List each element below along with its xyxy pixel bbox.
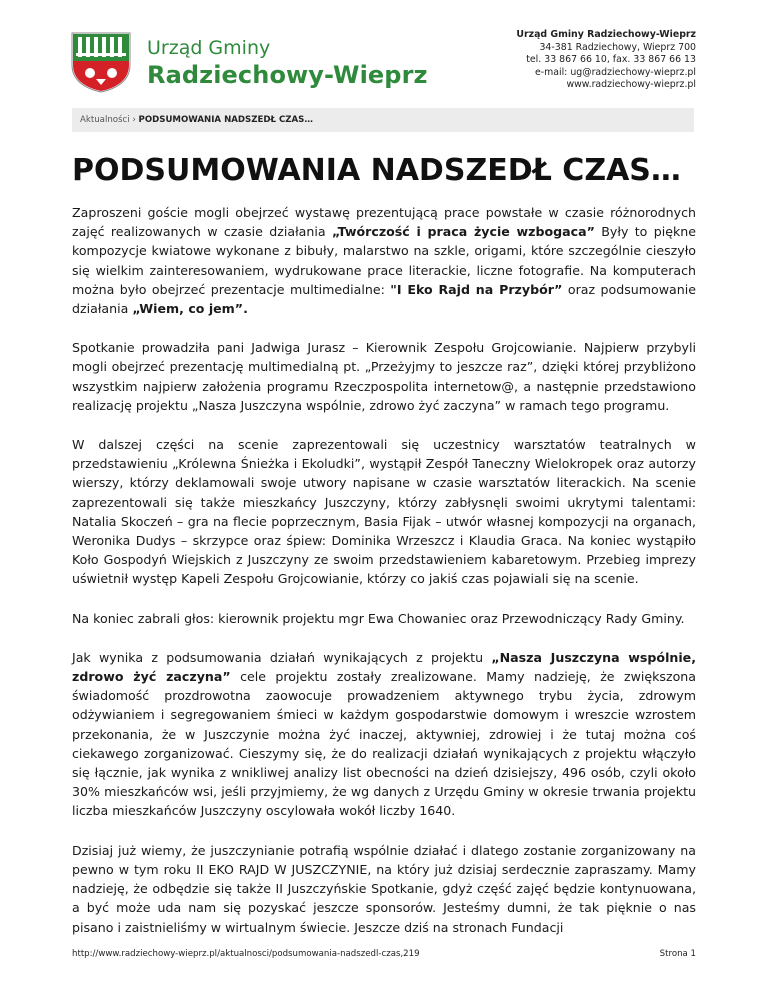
brand-name[interactable] <box>147 36 428 90</box>
footer-page-number: Strona 1 <box>659 949 696 959</box>
breadcrumb-separator: › <box>132 115 136 125</box>
paragraph-2: Spotkanie prowadziła pani Jadwiga Jurasz – Kierownik Zespołu Grojcowianie. Najpierw przybyli mogli obejrzeć prezentację multimedialną pt. „Przeżyjmy to jeszcze raz”, dzięki której przybliżono wszystkim najpierw założenia programu Rzeczpospolita internetow@, a następnie przedstawiono realizację projektu „Nasza Juszczyna wspólnie, zdrowo żyć zaczyna” w ramach tego programu. <box>72 340 696 413</box>
page-title: PODSUMOWANIA NADSZEDŁ CZAS… <box>72 153 681 188</box>
footer-url[interactable]: http://www.radziechowy-wieprz.pl/aktualnosci/podsumowania-nadszedl-czas,219 <box>72 949 420 959</box>
coat-of-arms-icon[interactable] <box>70 31 132 93</box>
p1-text-1: Zaproszeni goście mogli obejrzeć wystawę prezentującą prace powstałe w czasie różnorodnych zajęć realizowanych w czasie działania <box>72 205 696 240</box>
contact-website[interactable]: www.radziechowy-wieprz.pl <box>566 79 696 91</box>
p1-bold-3: „Wiem, co jem”. <box>132 301 248 317</box>
brand-line-2: Radziechowy-Wieprz <box>147 61 428 89</box>
p5-text-1: Jak wynika z podsumowania działań wynikających z projektu <box>72 649 492 665</box>
paragraph-6: Dzisiaj już wiemy, że juszczynianie potrafią wspólnie działać i dlatego zostanie zorganizowany na pewno w tym roku II EKO RAJD W JUSZCZYNIE, na który już dzisiaj serdecznie zapraszamy. Mamy nadzieję, że odbędzie się także II Juszczyńskie Spotkanie, gdyż część zajęć będzie kontynuowana, a być może uda nam się pozyskać jeszcze sponsorów. Jesteśmy dumni, że tak pięknie o nas pisano i zaistnieliśmy w wirtualnym świecie. Jeszcze dziś na stronach Fundacji <box>72 842 696 935</box>
breadcrumb <box>72 108 694 132</box>
paragraph-4: Na koniec zabrali głos: kierownik projektu mgr Ewa Chowaniec oraz Przewodniczący Rady Gminy. <box>72 610 685 626</box>
contact-info <box>516 29 696 92</box>
page-header <box>0 0 768 108</box>
brand-line-1: Urząd Gminy <box>147 37 271 59</box>
p1-text-3: oraz podsumowanie działania <box>72 281 697 317</box>
breadcrumb-current: PODSUMOWANIA NADSZEDŁ CZAS… <box>138 115 313 125</box>
p1-bold-2: "I Eko Rajd na Przybór” <box>390 281 563 297</box>
contact-email[interactable]: e-mail: ug@radziechowy-wieprz.pl <box>534 66 696 78</box>
paragraph-5 <box>72 648 696 821</box>
p1-text-2: Były to piękne kompozycje kwiatowe wykonane z bibuły, malarstwo na szkle, origami, które szczególnie cieszyło się wielkim zainteresowaniem, wydrukowane prace literackie, liczne fotografie. Na komputerach można było obejrzeć prezentacje multimedialne: <box>72 224 696 297</box>
breadcrumb-link-aktualnosci[interactable]: Aktualności <box>80 115 130 125</box>
article-body <box>72 203 696 957</box>
contact-address: 34-381 Radziechowy, Wieprz 700 <box>539 41 696 53</box>
p1-bold-1: „Twórczość i praca życie wzbogaca” <box>331 224 595 240</box>
contact-phone: tel. 33 867 66 10, fax. 33 867 66 13 <box>526 54 696 66</box>
paragraph-1 <box>72 203 696 318</box>
p5-text-2: cele projektu zostały zrealizowane. Mamy nadzieję, że zwiększona świadomość prozdrowotna zaowocuje prowadzeniem aktywnego trybu życia, zdrowym odżywianiem i segregowaniem śmieci w każdym gospodarstwie domowym i wreszcie wzrostem przekonania, że w Juszczynie można żyć inaczej, aktywniej, zdrowiej i że tutaj można coś ciekawego zorganizować. Cieszymy się, że do realizacji działań wynikających z projektu włączyło się łącznie, jak wynika z wnikliwej analizy list obecności na dzień dzisiejszy, 496 osób, czyli około 30% mieszkańców wsi, jeśli przyjmiemy, że wg danych z Urzędu Gminy w okresie trwania projektu liczba mieszkańców Juszczyny oscylowała wokół liczby 1640. <box>72 669 696 819</box>
paragraph-3: W dalszej części na scenie zaprezentowali się uczestnicy warsztatów teatralnych w przedstawieniu „Królewna Śnieżka i Ekoludki”, wystąpił Zespół Taneczny Wielokropek oraz autorzy wierszy, którzy deklamowali swoje utwory napisane w czasie warsztatów literackich. Na scenie zaprezentowali się także mieszkańcy Juszczyny, którzy zabłysnęli swoimi ukrytymi talentami: Natalia Skoczeń – gra na flecie poprzecznym, Basia Fijak – utwór własnej kompozycji na organach, Weronika Dudys – skrzypce oraz śpiew: Dominika Wrzeszcz i Klaudia Graca. Na koniec wystąpiło Koło Gospodyń Wiejskich z Juszczyny ze swoim przedstawieniem kabaretowym. Przebieg imprezy uświetnił występ Kapeli Zespołu Grojcowianie, którzy co jakiś czas pojawiali się na scenie. <box>72 437 696 587</box>
contact-org: Urząd Gminy Radziechowy-Wieprz <box>516 29 696 40</box>
p5-bold-1: „Nasza Juszczyna wspólnie, zdrowo żyć zaczyna” <box>72 649 696 685</box>
